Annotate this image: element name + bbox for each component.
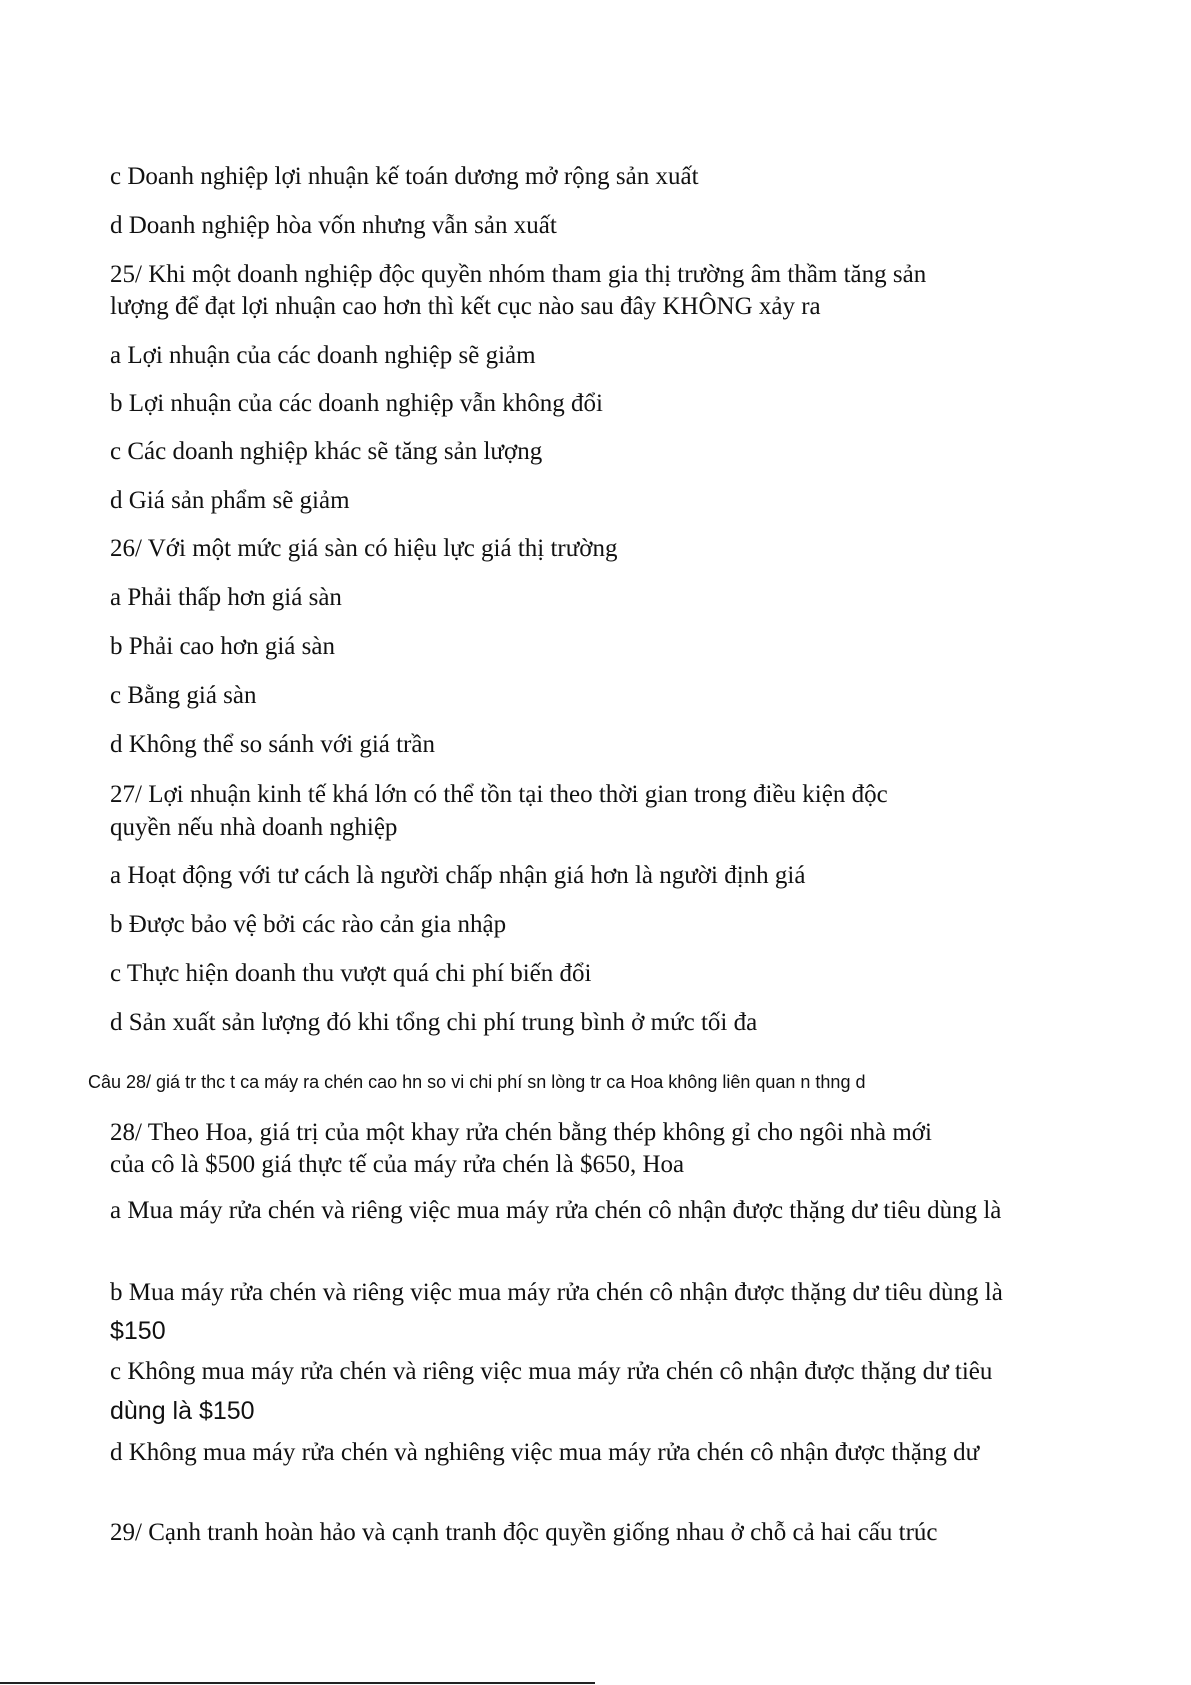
question-25-option-b: b Lợi nhuận của các doanh nghiệp vẫn không đổi [110, 390, 603, 417]
question-28-option-d: d Không mua máy rửa chén và nghiêng việc mua máy rửa chén cô nhận được thặng dư [110, 1439, 980, 1466]
footer-divider [0, 1682, 595, 1684]
question-27-option-c: c Thực hiện doanh thu vượt quá chi phí biến đổi [110, 960, 592, 987]
question-25-option-a: a Lợi nhuận của các doanh nghiệp sẽ giảm [110, 342, 536, 369]
question-28-note: Câu 28/ giá tr thc t ca máy ra chén cao hn so vi chi phí sn lòng tr ca Hoa không liên quan n thng d [88, 1072, 866, 1092]
question-28-option-a: a Mua máy rửa chén và riêng việc mua máy rửa chén cô nhận được thặng dư tiêu dùng là [110, 1197, 1002, 1224]
question-25-text: 25/ Khi một doanh nghiệp độc quyền nhóm tham gia thị trường âm thầm tăng sản [110, 261, 927, 288]
question-25-text-continued: lượng để đạt lợi nhuận cao hơn thì kết cục nào sau đây KHÔNG xảy ra [110, 293, 821, 320]
text-line-option-d: d Doanh nghiệp hòa vốn nhưng vẫn sản xuất [110, 212, 557, 239]
question-26-option-d: d Không thể so sánh với giá trần [110, 731, 435, 758]
question-27-option-d: d Sản xuất sản lượng đó khi tổng chi phí trung bình ở mức tối đa [110, 1009, 758, 1036]
question-26-text: 26/ Với một mức giá sàn có hiệu lực giá thị trường [110, 535, 618, 562]
question-26-option-c: c Bằng giá sàn [110, 682, 257, 709]
question-25-option-d: d Giá sản phẩm sẽ giảm [110, 487, 350, 514]
question-26-option-a: a Phải thấp hơn giá sàn [110, 584, 342, 611]
question-28-text-continued: của cô là $500 giá thực tế của máy rửa chén là $650, Hoa [110, 1151, 685, 1178]
text-line-option-c: c Doanh nghiệp lợi nhuận kế toán dương mở rộng sản xuất [110, 163, 699, 190]
question-28-option-c-continued: dùng là $150 [110, 1397, 255, 1425]
question-28-option-c: c Không mua máy rửa chén và riêng việc mua máy rửa chén cô nhận được thặng dư tiêu [110, 1358, 993, 1385]
question-27-text-continued: quyền nếu nhà doanh nghiệp [110, 814, 398, 841]
question-29-text: 29/ Cạnh tranh hoàn hảo và cạnh tranh độc quyền giống nhau ở chỗ cả hai cấu trúc [110, 1519, 938, 1546]
question-26-option-b: b Phải cao hơn giá sàn [110, 633, 335, 660]
question-27-option-b: b Được bảo vệ bởi các rào cản gia nhập [110, 911, 507, 938]
question-27-text: 27/ Lợi nhuận kinh tế khá lớn có thể tồn tại theo thời gian trong điều kiện độc [110, 781, 888, 808]
question-27-option-a: a Hoạt động với tư cách là người chấp nhận giá hơn là người định giá [110, 862, 806, 889]
question-25-option-c: c Các doanh nghiệp khác sẽ tăng sản lượng [110, 438, 543, 465]
question-28-text: 28/ Theo Hoa, giá trị của một khay rửa chén bằng thép không gỉ cho ngôi nhà mới [110, 1119, 932, 1146]
question-28-option-b: b Mua máy rửa chén và riêng việc mua máy rửa chén cô nhận được thặng dư tiêu dùng là [110, 1279, 1003, 1306]
question-28-option-b-value: $150 [110, 1317, 166, 1345]
